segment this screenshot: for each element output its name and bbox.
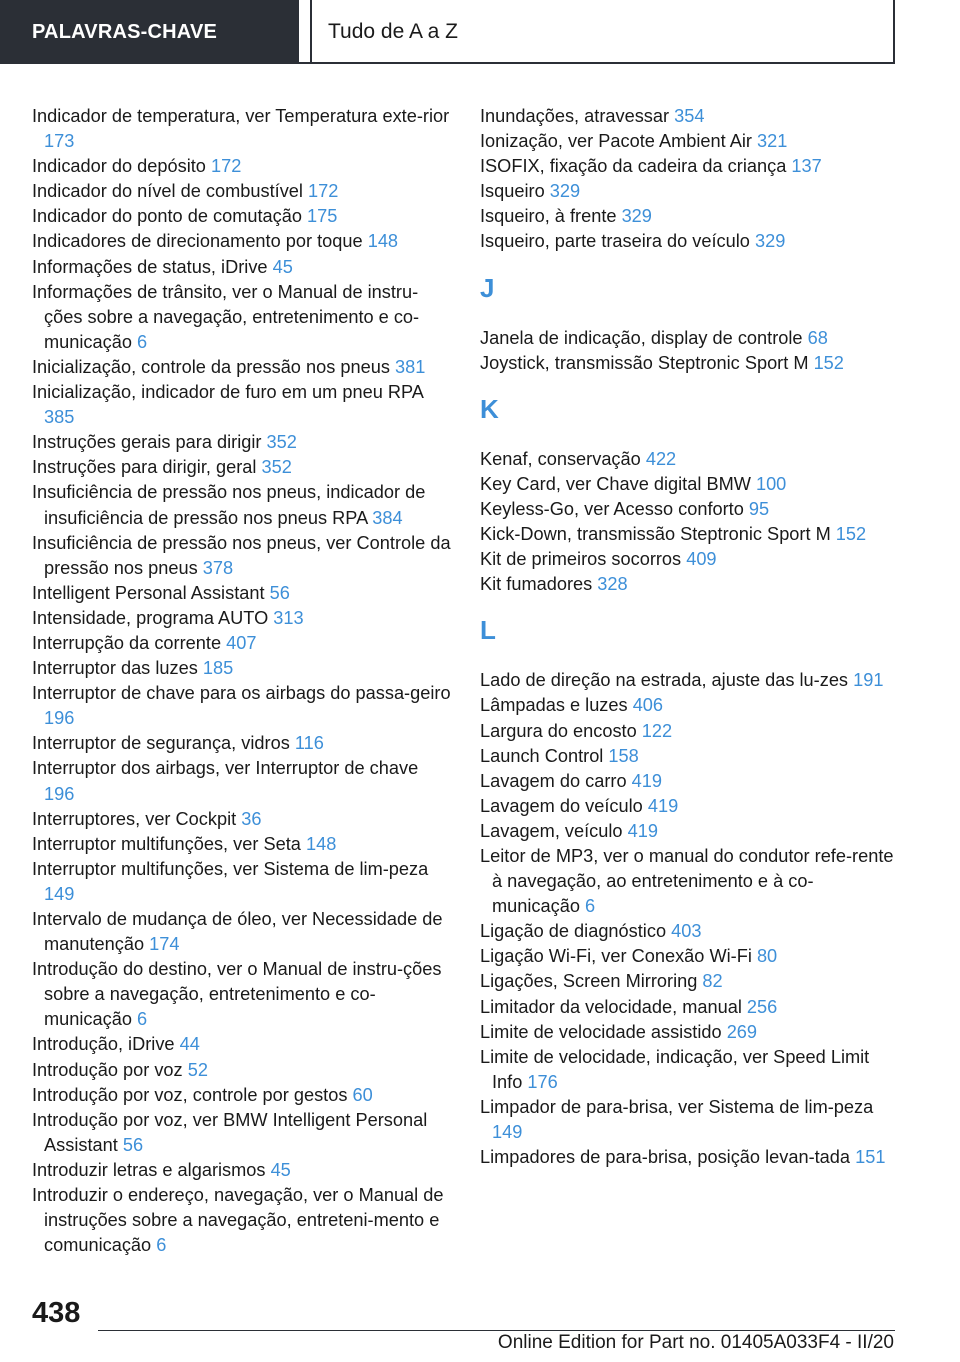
- index-term: Indicador do nível de combustível: [32, 181, 303, 202]
- index-term: Interruptor multifunções, ver Sistema de lim-peza: [32, 858, 429, 879]
- page-reference-link[interactable]: 149: [44, 883, 75, 904]
- index-entry: [480, 744, 900, 769]
- index-term: Interruptor das luzes: [32, 658, 198, 679]
- index-entry: [32, 1032, 452, 1057]
- index-term: Kit de primeiros socorros: [480, 549, 682, 570]
- index-term: Indicador do ponto de comutação: [32, 206, 302, 227]
- index-term: ISOFIX, fixação da cadeira da criança: [480, 156, 787, 177]
- index-term: Indicadores de direcionamento por toque: [32, 231, 363, 252]
- index-entry: [32, 255, 452, 280]
- page-reference-link[interactable]: 191: [853, 670, 884, 691]
- index-entry: [32, 631, 452, 656]
- index-entry: [32, 731, 452, 756]
- index-entry: [480, 919, 900, 944]
- index-entry: [480, 547, 900, 572]
- index-term: Ionização, ver Pacote Ambient Air: [480, 131, 752, 152]
- page-reference-link[interactable]: 6: [137, 331, 148, 352]
- page-reference-link[interactable]: 45: [272, 256, 293, 277]
- index-term: Indicador do depósito: [32, 156, 206, 177]
- index-list-j: [480, 326, 900, 376]
- page-reference-link[interactable]: 82: [702, 971, 723, 992]
- page-reference-link[interactable]: 185: [202, 658, 234, 679]
- index-term: Isqueiro: [480, 181, 545, 202]
- index-entry: [32, 1108, 452, 1158]
- page-reference-link[interactable]: 80: [756, 946, 778, 967]
- index-term: Intelligent Personal Assistant: [32, 582, 265, 603]
- index-term: Introdução por voz, ver BMW Intelligent Personal Assistant: [32, 1109, 428, 1155]
- section-title: PALAVRAS-CHAVE: [0, 0, 299, 64]
- page-reference-link[interactable]: 68: [807, 327, 828, 348]
- page-reference-link[interactable]: 406: [632, 695, 664, 716]
- index-entry: [32, 681, 452, 731]
- index-entry: [32, 430, 452, 455]
- index-term: Isqueiro, parte traseira do veículo: [480, 231, 750, 252]
- index-entry: [32, 857, 452, 907]
- page-reference-link[interactable]: 152: [835, 524, 867, 545]
- index-term: Instruções para dirigir, geral: [32, 457, 257, 478]
- index-term: Joystick, transmissão Steptronic Sport M: [480, 352, 809, 373]
- index-term: Inicialização, indicador de furo em um pneu RPA: [32, 382, 423, 403]
- index-list-left: [32, 104, 452, 1258]
- page-reference-link[interactable]: 354: [674, 106, 705, 126]
- index-term: Introdução, iDrive: [32, 1034, 175, 1055]
- index-entry: [480, 693, 900, 718]
- index-list-i-continued: [480, 104, 900, 255]
- index-term: Lado de direção na estrada, ajuste das lu-zes: [480, 670, 849, 691]
- index-term: Instruções gerais para dirigir: [32, 432, 262, 453]
- index-term: Informações de trânsito, ver o Manual de instru-ções sobre a navegação, entretenimento e co-municação: [32, 281, 420, 352]
- page-reference-link[interactable]: 148: [367, 231, 399, 252]
- page-reference-link[interactable]: 172: [210, 156, 242, 177]
- page-reference-link[interactable]: 152: [813, 352, 844, 373]
- index-entry: [32, 1058, 452, 1083]
- index-entry: [480, 204, 900, 229]
- index-term: Keyless-Go, ver Acesso conforto: [480, 498, 744, 519]
- footer-edition: Online Edition for Part no. 01405A033F4 - II/20: [497, 1332, 894, 1353]
- index-entry: [480, 572, 900, 597]
- page-reference-link[interactable]: 176: [527, 1071, 558, 1092]
- page-header: [0, 0, 895, 64]
- page-reference-link[interactable]: 6: [585, 896, 596, 917]
- page-reference-link[interactable]: 384: [372, 507, 403, 528]
- letter-heading-l: L: [480, 615, 496, 646]
- index-term: Key Card, ver Chave digital BMW: [480, 473, 751, 494]
- index-entry: [32, 756, 452, 806]
- page-reference-link[interactable]: 352: [266, 432, 297, 453]
- page-reference-link[interactable]: 196: [44, 783, 75, 804]
- index-entry: [32, 1158, 452, 1183]
- index-entry: [32, 480, 452, 530]
- index-term: Introdução por voz: [32, 1059, 183, 1080]
- index-entry: [480, 944, 900, 969]
- page-reference-link[interactable]: 148: [305, 833, 337, 854]
- index-column-left: [32, 104, 452, 1258]
- index-term: Inicialização, controle da pressão nos pneus: [32, 356, 390, 377]
- page-reference-link[interactable]: 409: [686, 549, 717, 570]
- index-entry: [32, 280, 452, 355]
- page-reference-link[interactable]: 385: [44, 407, 75, 428]
- index-term: Launch Control: [480, 745, 604, 766]
- page-reference-link[interactable]: 36: [241, 808, 262, 829]
- index-term: Introdução do destino, ver o Manual de instru-ções sobre a navegação, entretenimento e co-municação: [32, 959, 442, 1030]
- index-entry: [480, 1020, 900, 1045]
- page-reference-link[interactable]: 172: [308, 181, 339, 202]
- index-term: Informações de status, iDrive: [32, 256, 268, 277]
- page-reference-link[interactable]: 137: [791, 156, 822, 177]
- page-reference-link[interactable]: 403: [671, 921, 702, 942]
- page-reference-link[interactable]: 116: [294, 733, 324, 754]
- index-term: Lavagem do carro: [480, 770, 627, 791]
- page-reference-link[interactable]: 6: [137, 1009, 148, 1030]
- index-entry: [480, 179, 900, 204]
- index-entry: [480, 497, 900, 522]
- page-reference-link[interactable]: 329: [755, 231, 786, 252]
- index-term: Lavagem do veículo: [480, 795, 643, 816]
- index-entry: [32, 1183, 452, 1258]
- index-entry: [480, 447, 900, 472]
- index-entry: [480, 1095, 900, 1145]
- index-entry: [480, 668, 900, 693]
- page-reference-link[interactable]: 352: [261, 457, 292, 478]
- index-term: Limite de velocidade, indicação, ver Speed Limit Info: [480, 1046, 870, 1092]
- index-term: Limitador da velocidade, manual: [480, 996, 742, 1017]
- index-entry: [32, 807, 452, 832]
- page-reference-link[interactable]: 321: [757, 131, 788, 152]
- index-term: Interrupção da corrente: [32, 632, 222, 653]
- page-number: 438: [32, 1297, 81, 1329]
- index-term: Lavagem, veículo: [480, 820, 623, 841]
- index-entry: [480, 794, 900, 819]
- index-entry: [32, 1083, 452, 1108]
- page-reference-link[interactable]: 44: [179, 1034, 200, 1055]
- page-reference-link[interactable]: 329: [621, 206, 652, 227]
- page-reference-link[interactable]: 122: [641, 720, 673, 741]
- index-term: Inundações, atravessar: [480, 106, 670, 126]
- index-entry: [32, 606, 452, 631]
- index-term: Introduzir o endereço, navegação, ver o Manual de instruções sobre a navegação, entreteni-mento e comunicação: [32, 1185, 444, 1256]
- index-entry: [32, 355, 452, 380]
- index-term: Kit fumadores: [480, 574, 593, 595]
- page-reference-link[interactable]: 196: [44, 708, 75, 729]
- index-entry: [32, 455, 452, 480]
- index-term: Interruptor multifunções, ver Seta: [32, 833, 301, 854]
- index-term: Intervalo de mudança de óleo, ver Necessidade de manutenção: [32, 909, 443, 955]
- index-entry: [32, 380, 452, 430]
- index-term: Leitor de MP3, ver o manual do condutor refe-rente à navegação, ao entretenimento e à co-municação: [480, 845, 894, 917]
- page-reference-link[interactable]: 60: [352, 1084, 373, 1105]
- page-reference-link[interactable]: 381: [394, 356, 426, 377]
- index-term: Limite de velocidade assistido: [480, 1021, 722, 1042]
- index-entry: [32, 179, 452, 204]
- index-entry: [480, 1145, 900, 1170]
- page-reference-link[interactable]: 419: [627, 820, 658, 841]
- index-list-l: [480, 668, 900, 1170]
- index-term: Limpadores de para-brisa, posição levan-tada: [480, 1147, 851, 1168]
- index-term: Introdução por voz, controle por gestos: [32, 1084, 348, 1105]
- index-term: Ligação Wi-Fi, ver Conexão Wi-Fi: [480, 946, 752, 967]
- page-reference-link[interactable]: 269: [726, 1021, 758, 1042]
- footer-divider: [98, 1330, 895, 1331]
- page-reference-link[interactable]: 419: [631, 770, 663, 791]
- index-term: Ligação de diagnóstico: [480, 921, 667, 942]
- index-entry: [32, 957, 452, 1032]
- index-entry: [480, 719, 900, 744]
- index-entry: [32, 104, 452, 154]
- index-entry: [480, 995, 900, 1020]
- index-entry: [480, 522, 900, 547]
- page-reference-link[interactable]: 378: [202, 557, 234, 578]
- page-reference-link[interactable]: 45: [270, 1159, 291, 1180]
- page-reference-link[interactable]: 313: [273, 607, 304, 628]
- page-reference-link[interactable]: 100: [755, 473, 787, 494]
- index-entry: [32, 531, 452, 581]
- index-column-right: [480, 104, 900, 1170]
- index-entry: [32, 229, 452, 254]
- page-reference-link[interactable]: 328: [597, 574, 628, 595]
- index-term: Largura do encosto: [480, 720, 637, 741]
- page-reference-link[interactable]: 52: [187, 1059, 208, 1080]
- index-entry: [32, 832, 452, 857]
- index-entry: [480, 229, 900, 254]
- index-entry: [480, 351, 900, 376]
- index-entry: [480, 844, 900, 919]
- page-reference-link[interactable]: 6: [156, 1235, 167, 1256]
- index-entry: [32, 154, 452, 179]
- index-term: Limpador de para-brisa, ver Sistema de lim-peza: [480, 1096, 874, 1117]
- index-list-k: [480, 447, 900, 598]
- page-reference-link[interactable]: 422: [645, 448, 677, 469]
- index-entry: [480, 769, 900, 794]
- letter-heading-k: K: [480, 393, 499, 424]
- page-reference-link[interactable]: 158: [608, 745, 639, 766]
- page-reference-link[interactable]: 56: [269, 582, 290, 603]
- index-entry: [32, 656, 452, 681]
- index-term: Kick-Down, transmissão Steptronic Sport M: [480, 524, 831, 545]
- index-term: Interruptores, ver Cockpit: [32, 808, 237, 829]
- index-entry: [480, 969, 900, 994]
- index-term: Isqueiro, à frente: [480, 206, 617, 227]
- index-term: Insuficiência de pressão nos pneus, indicador de insuficiência de pressão nos pneus RPA: [32, 482, 426, 528]
- index-term: Indicador de temperatura, ver Temperatura exte-rior: [32, 106, 450, 126]
- index-entry: [480, 154, 900, 179]
- page-reference-link[interactable]: 151: [855, 1147, 886, 1168]
- chapter-title: Tudo de A a Z: [310, 0, 458, 64]
- index-entry: [32, 907, 452, 957]
- index-term: Insuficiência de pressão nos pneus, ver Controle da pressão nos pneus: [32, 532, 451, 578]
- index-term: Kenaf, conservação: [480, 448, 641, 469]
- index-entry: [480, 1045, 900, 1095]
- index-entry: [480, 129, 900, 154]
- index-term: Janela de indicação, display de controle: [480, 327, 803, 348]
- index-term: Interruptor dos airbags, ver Interruptor de chave: [32, 758, 419, 779]
- page-reference-link[interactable]: 256: [746, 996, 778, 1017]
- index-term: Interruptor de segurança, vidros: [32, 733, 290, 754]
- index-entry: [32, 581, 452, 606]
- index-entry: [480, 104, 900, 129]
- index-term: Intensidade, programa AUTO: [32, 607, 269, 628]
- page-reference-link[interactable]: 173: [44, 131, 75, 152]
- index-entry: [480, 326, 900, 351]
- page-reference-link[interactable]: 407: [226, 632, 257, 653]
- index-entry: [32, 204, 452, 229]
- page-reference-link[interactable]: 56: [122, 1134, 144, 1155]
- index-term: Lâmpadas e luzes: [480, 695, 628, 716]
- page-reference-link[interactable]: 419: [647, 795, 679, 816]
- page-reference-link[interactable]: 174: [149, 934, 180, 955]
- index-term: Interruptor de chave para os airbags do passa-geiro: [32, 683, 451, 704]
- index-term: Ligações, Screen Mirroring: [480, 971, 698, 992]
- page-reference-link[interactable]: 95: [748, 498, 770, 519]
- page-reference-link[interactable]: 149: [492, 1122, 523, 1142]
- index-term: Introduzir letras e algarismos: [32, 1159, 266, 1180]
- letter-heading-j: J: [480, 272, 495, 303]
- index-entry: [480, 819, 900, 844]
- page-reference-link[interactable]: 329: [549, 181, 581, 202]
- index-entry: [480, 472, 900, 497]
- page-reference-link[interactable]: 175: [307, 206, 338, 227]
